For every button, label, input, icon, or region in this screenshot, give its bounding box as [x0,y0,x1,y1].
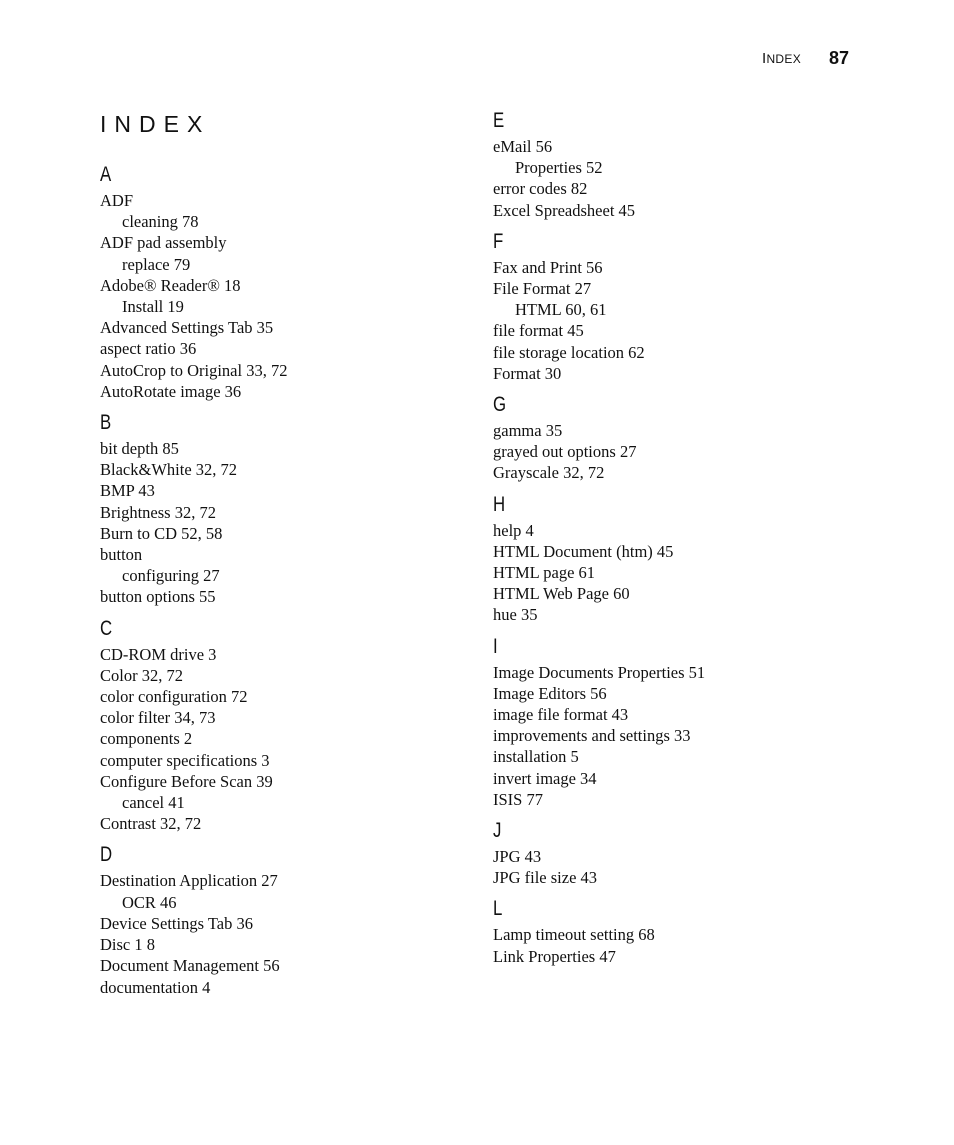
index-entry: file storage location 62 [493,342,645,362]
index-entry: Image Editors 56 [493,683,607,703]
letter-heading: F [493,229,504,253]
index-entry: Brightness 32, 72 [100,502,216,522]
index-entry: eMail 56 [493,137,553,156]
index-entry: button [100,545,143,565]
index-group-g [493,391,873,484]
index-entry: JPG file size 43 [493,868,598,888]
index-entry: grayed out options 27 [493,442,637,462]
index-column-left [100,161,480,1005]
index-entry: Image Documents Properties 51 [493,662,706,682]
index-entry: Color 32, 72 [100,665,183,685]
running-head-text: INDEX [762,50,802,67]
page-number: 87 [829,48,850,68]
index-group-l [493,895,873,966]
index-entry: ADF pad assembly [100,233,227,253]
index-group-e [493,107,873,221]
letter-heading: L [493,897,503,921]
index-entry: HTML page 61 [493,563,596,583]
index-entry: CD-ROM drive 3 [100,644,217,664]
index-entry: Lamp timeout setting 68 [493,925,655,945]
index-subentry: configuring 27 [122,566,220,586]
index-entry: Configure Before Scan 39 [100,771,273,791]
index-entry: Destination Application 27 [100,871,278,891]
index-subentry: OCR 46 [122,892,177,912]
index-entry: button options 55 [100,587,216,607]
index-entry: image file format 43 [493,705,629,725]
letter-heading: H [493,492,506,516]
index-group-b [100,409,480,608]
index-entry: aspect ratio 36 [100,339,197,359]
letter-heading: C [100,616,113,640]
index-entry: Excel Spreadsheet 45 [493,200,636,220]
index-entry: bit depth 85 [100,439,179,459]
index-column-right [493,107,873,974]
index-entry: installation 5 [493,747,579,767]
letter-heading: J [493,819,502,843]
letter-heading: D [100,843,113,867]
index-entry: documentation 4 [100,977,211,997]
index-entry: HTML Web Page 60 [493,584,630,604]
letter-heading: E [493,109,505,132]
index-entry: Link Properties 47 [493,946,616,966]
index-entry: invert image 34 [493,768,597,788]
index-entry: improvements and settings 33 [493,726,691,746]
letter-heading: B [100,411,112,435]
index-entry: color filter 34, 73 [100,708,216,728]
index-group-h [493,491,873,626]
index-entry: Advanced Settings Tab 35 [100,318,274,338]
index-group-c [100,615,480,835]
index-group-j [493,817,873,888]
index-entry: Fax and Print 56 [493,257,603,277]
index-entry: ADF [100,191,134,210]
index-entry: Burn to CD 52, 58 [100,523,223,543]
index-group-a [100,161,480,402]
index-entry: components 2 [100,729,193,749]
index-entry: Disc 1 8 [100,935,155,955]
index-entry: AutoRotate image 36 [100,381,242,401]
index-entry: file format 45 [493,321,584,341]
index-entry: File Format 27 [493,279,592,299]
running-head-title [762,50,801,67]
index-subentry: Properties 52 [515,158,603,178]
index-group-i [493,633,873,810]
index-entry: Adobe® Reader® 18 [100,275,241,295]
index-entry: Black&White 32, 72 [100,460,238,480]
index-entry: gamma 35 [493,421,563,441]
index-entry: Document Management 56 [100,956,280,976]
index-group-d [100,841,480,997]
index-entry: computer specifications 3 [100,750,270,770]
index-entry: Grayscale 32, 72 [493,463,605,483]
index-subentry: Install 19 [122,297,184,317]
index-entry: Format 30 [493,363,562,383]
index-subentry: HTML 60, 61 [515,300,607,320]
letter-heading: I [493,634,498,658]
index-subentry: cancel 41 [122,793,185,813]
index-entry: color configuration 72 [100,687,248,707]
index-entry: Device Settings Tab 36 [100,913,253,933]
index-entry: error codes 82 [493,179,588,199]
index-subentry: cleaning 78 [122,212,199,232]
index-entry: ISIS 77 [493,789,543,809]
index-group-f [493,228,873,384]
index-entry: Contrast 32, 72 [100,814,202,834]
index-subentry: replace 79 [122,254,191,274]
index-entry: HTML Document (htm) 45 [493,541,674,561]
index-entry: AutoCrop to Original 33, 72 [100,360,288,380]
index-entry: JPG 43 [493,847,542,867]
letter-heading: A [100,163,112,186]
index-entry: BMP 43 [100,481,155,501]
letter-heading: G [493,393,507,417]
index-entry: hue 35 [493,605,538,625]
index-entry: help 4 [493,520,534,540]
page-title: INDEX [100,111,211,137]
